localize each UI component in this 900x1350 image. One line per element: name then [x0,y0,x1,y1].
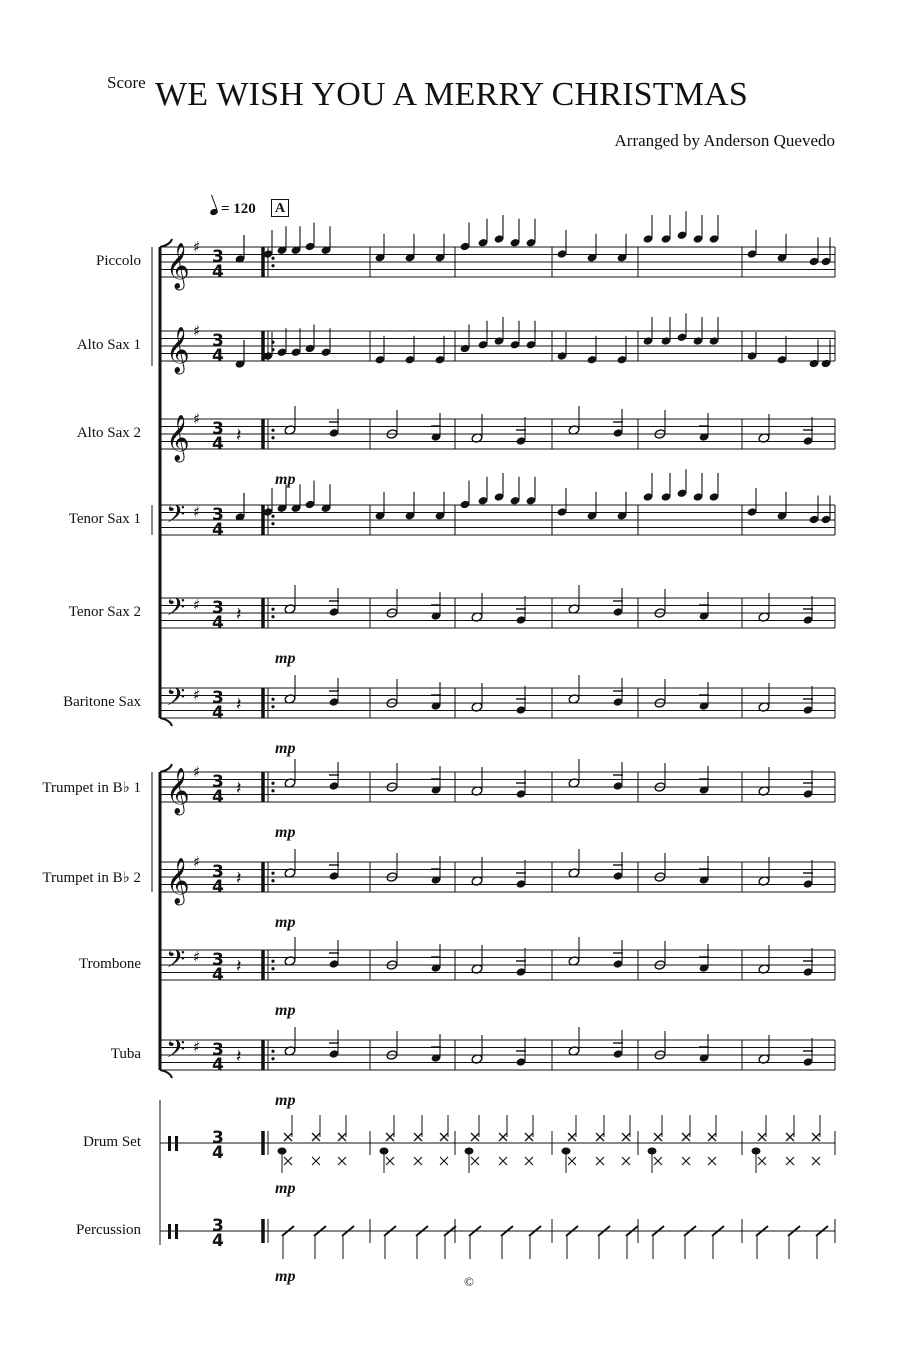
repeat-dot [271,522,274,525]
hihat-x-notehead [682,1157,690,1165]
dynamic-marking: mp [275,1002,296,1019]
sharp-icon: ♯ [193,503,201,521]
bracket-hook [160,1070,172,1078]
time-signature-bottom: 4 [212,1231,224,1251]
instrument-label: Tenor Sax 2 [68,604,141,620]
time-signature-bottom: 4 [212,703,224,723]
treble-clef-icon: 𝄞 [166,327,190,373]
quarter-rest-icon: 𝄽 [236,778,242,799]
instrument-label: Tuba [110,1046,141,1062]
quarter-rest-icon: 𝄽 [236,868,242,889]
cymbal-x-notehead [499,1133,507,1141]
hihat-x-notehead [568,1157,576,1165]
quarter-rest-icon: 𝄽 [236,956,242,977]
instrument-label: Tenor Sax 1 [68,511,141,527]
percussion-clef-icon [175,1136,178,1151]
cymbal-x-notehead [682,1133,690,1141]
repeat-dot [271,1057,274,1060]
treble-clef-icon: 𝄞 [166,243,190,289]
cymbal-x-notehead [568,1133,576,1141]
bass-clef-icon: 𝄢 [166,500,186,535]
time-signature-bottom: 4 [212,787,224,807]
hihat-x-notehead [525,1157,533,1165]
cymbal-x-notehead [786,1133,794,1141]
hihat-x-notehead [708,1157,716,1165]
hihat-x-notehead [471,1157,479,1165]
hihat-x-notehead [386,1157,394,1165]
dynamic-marking: mp [275,1092,296,1109]
hihat-x-notehead [338,1157,346,1165]
bracket-hook [160,718,172,726]
repeat-dot [271,264,274,267]
instrument-label: Trombone [79,956,141,972]
dynamic-marking: mp [275,1180,296,1197]
dynamic-marking: mp [275,1268,296,1285]
treble-clef-icon: 𝄞 [166,858,190,904]
quarter-rest-icon: 𝄽 [236,1046,242,1067]
repeat-dot [271,960,274,963]
hihat-x-notehead [812,1157,820,1165]
cymbal-x-notehead [414,1133,422,1141]
hihat-x-notehead [654,1157,662,1165]
repeat-dot [271,615,274,618]
dynamic-marking: mp [275,740,296,757]
sharp-icon: ♯ [193,322,201,340]
time-signature-bottom: 4 [212,346,224,366]
time-signature-bottom: 4 [212,613,224,633]
dynamic-marking: mp [275,471,296,488]
time-signature-top: 3 [212,331,224,351]
instrument-label: Baritone Sax [63,694,141,710]
percussion-clef-icon [175,1224,178,1239]
sharp-icon: ♯ [193,410,201,428]
instrument-label: Percussion [76,1222,141,1238]
hihat-x-notehead [284,1157,292,1165]
instrument-label: Drum Set [83,1134,141,1150]
cymbal-x-notehead [654,1133,662,1141]
time-signature-top: 3 [212,688,224,708]
bass-clef-icon: 𝄢 [166,945,186,980]
percussion-clef-icon [168,1224,171,1239]
instrument-label: Trumpet in B♭ 2 [42,870,141,886]
cymbal-x-notehead [338,1133,346,1141]
repeat-dot [271,872,274,875]
cymbal-x-notehead [386,1133,394,1141]
sharp-icon: ♯ [193,853,201,871]
cymbal-x-notehead [312,1133,320,1141]
time-signature-top: 3 [212,1040,224,1060]
hihat-x-notehead [622,1157,630,1165]
time-signature-bottom: 4 [212,520,224,540]
repeat-dot [271,879,274,882]
arranger-credit: Arranged by Anderson Quevedo [614,131,835,150]
time-signature-top: 3 [212,1216,224,1236]
quarter-rest-icon: 𝄽 [236,425,242,446]
instrument-label: Alto Sax 1 [76,337,141,353]
repeat-dot [271,515,274,518]
sharp-icon: ♯ [193,686,201,704]
repeat-dot [271,608,274,611]
treble-clef-icon: 𝄞 [166,768,190,814]
hihat-x-notehead [499,1157,507,1165]
hihat-x-notehead [414,1157,422,1165]
hihat-x-notehead [758,1157,766,1165]
repeat-dot [271,257,274,260]
bass-clef-icon: 𝄢 [166,593,186,628]
repeat-dot [271,698,274,701]
hihat-x-notehead [596,1157,604,1165]
sharp-icon: ♯ [193,238,201,256]
repeat-dot [271,436,274,439]
cymbal-x-notehead [471,1133,479,1141]
hihat-x-notehead [440,1157,448,1165]
treble-clef-icon: 𝄞 [166,415,190,461]
instrument-label: Trumpet in B♭ 1 [42,780,141,796]
cymbal-x-notehead [812,1133,820,1141]
sharp-icon: ♯ [193,948,201,966]
hihat-x-notehead [312,1157,320,1165]
quarter-rest-icon: 𝄽 [236,694,242,715]
time-signature-top: 3 [212,1128,224,1148]
cymbal-x-notehead [758,1133,766,1141]
page-title: WE WISH YOU A MERRY CHRISTMAS [155,76,748,113]
time-signature-top: 3 [212,247,224,267]
repeat-dot [271,789,274,792]
bass-clef-icon: 𝄢 [166,1035,186,1070]
quarter-rest-icon: 𝄽 [236,604,242,625]
time-signature-top: 3 [212,419,224,439]
tempo-value: = 120 [221,201,256,217]
time-signature-bottom: 4 [212,965,224,985]
repeat-dot [271,1050,274,1053]
repeat-dot [271,429,274,432]
sharp-icon: ♯ [193,763,201,781]
repeat-dot [271,705,274,708]
cymbal-x-notehead [440,1133,448,1141]
score-label: Score [107,73,146,92]
cymbal-x-notehead [284,1133,292,1141]
cymbal-x-notehead [622,1133,630,1141]
hihat-x-notehead [786,1157,794,1165]
time-signature-top: 3 [212,505,224,525]
time-signature-top: 3 [212,598,224,618]
time-signature-bottom: 4 [212,262,224,282]
time-signature-bottom: 4 [212,1143,224,1163]
dynamic-marking: mp [275,824,296,841]
dynamic-marking: mp [275,914,296,931]
cymbal-x-notehead [596,1133,604,1141]
percussion-clef-icon [168,1136,171,1151]
sharp-icon: ♯ [193,596,201,614]
instrument-label: Piccolo [96,253,141,269]
cymbal-x-notehead [525,1133,533,1141]
dynamic-marking: mp [275,650,296,667]
copyright-mark: © [464,1274,474,1289]
rehearsal-mark: A [271,199,289,217]
time-signature-top: 3 [212,950,224,970]
time-signature-bottom: 4 [212,434,224,454]
time-signature-top: 3 [212,862,224,882]
cymbal-x-notehead [708,1133,716,1141]
bass-clef-icon: 𝄢 [166,683,186,718]
repeat-dot [271,967,274,970]
sharp-icon: ♯ [193,1038,201,1056]
time-signature-bottom: 4 [212,877,224,897]
repeat-dot [271,782,274,785]
time-signature-top: 3 [212,772,224,792]
instrument-label: Alto Sax 2 [76,425,141,441]
time-signature-bottom: 4 [212,1055,224,1075]
